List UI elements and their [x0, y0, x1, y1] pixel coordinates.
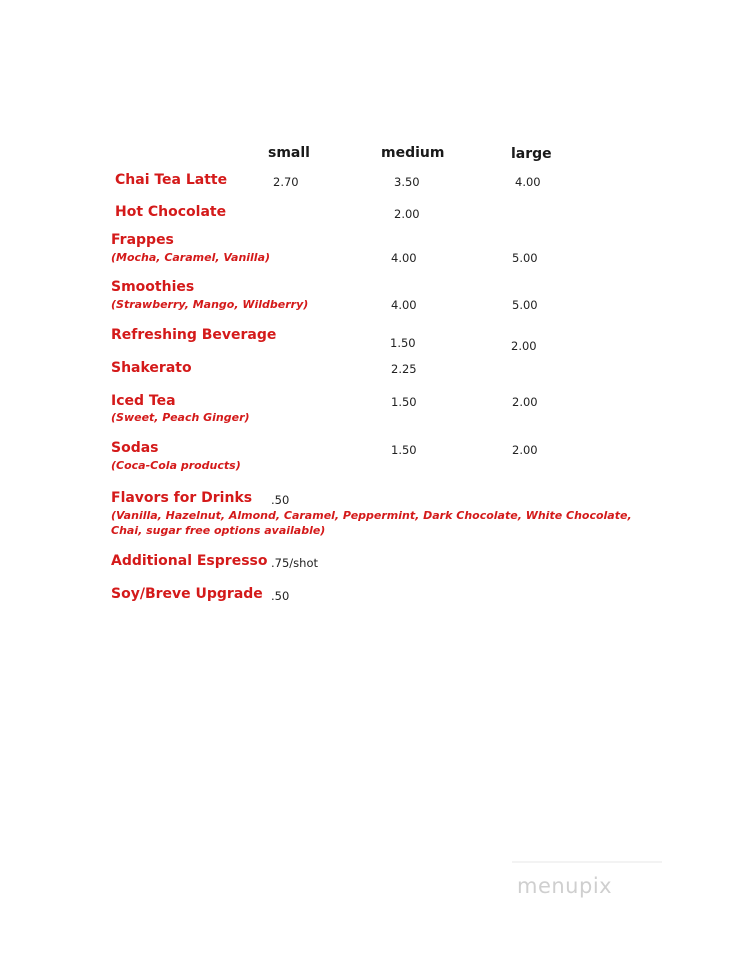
extra-price: .50 [271, 493, 290, 507]
price-medium: 2.00 [394, 207, 420, 221]
item-name: Hot Chocolate [115, 204, 227, 220]
header-medium: medium [381, 145, 445, 161]
price-large: 2.00 [512, 443, 538, 457]
item-name: Smoothies [111, 279, 195, 295]
item-description: (Coca-Cola products) [111, 459, 241, 472]
item-description: (Sweet, Peach Ginger) [111, 411, 250, 424]
price-medium: 1.50 [391, 443, 417, 457]
price-medium: 3.50 [394, 175, 420, 189]
price-large: 2.00 [511, 339, 537, 353]
price-medium: 1.50 [391, 395, 417, 409]
price-medium: 4.00 [391, 298, 417, 312]
item-description: (Mocha, Caramel, Vanilla) [111, 251, 271, 264]
item-name: Frappes [111, 232, 174, 248]
extra-price: .75/shot [271, 556, 318, 570]
price-medium: 1.50 [390, 336, 416, 350]
item-name: Shakerato [111, 360, 192, 376]
price-large: 2.00 [512, 395, 538, 409]
extra-description-line: (Vanilla, Hazelnut, Almond, Caramel, Peppermint, Dark Chocolate, White Chocolate, [111, 509, 632, 522]
price-medium: 4.00 [391, 251, 417, 265]
item-name: Iced Tea [111, 393, 176, 409]
watermark-rule [512, 861, 662, 863]
item-name: Refreshing Beverage [111, 327, 277, 343]
item-name: Chai Tea Latte [115, 172, 228, 188]
extra-description-line: Chai, sugar free options available) [111, 524, 326, 537]
extra-name: Flavors for Drinks [111, 490, 253, 506]
extra-price: .50 [271, 589, 290, 603]
watermark-logo: menupix [517, 874, 613, 898]
extra-name: Additional Espresso [111, 553, 268, 569]
price-large: 5.00 [512, 251, 538, 265]
item-description: (Strawberry, Mango, Wildberry) [111, 298, 309, 311]
item-name: Sodas [111, 440, 159, 456]
price-medium: 2.25 [391, 362, 417, 376]
header-large: large [511, 146, 552, 162]
price-large: 5.00 [512, 298, 538, 312]
header-small: small [268, 145, 310, 161]
price-large: 4.00 [515, 175, 541, 189]
extra-name: Soy/Breve Upgrade [111, 586, 263, 602]
price-small: 2.70 [273, 175, 299, 189]
